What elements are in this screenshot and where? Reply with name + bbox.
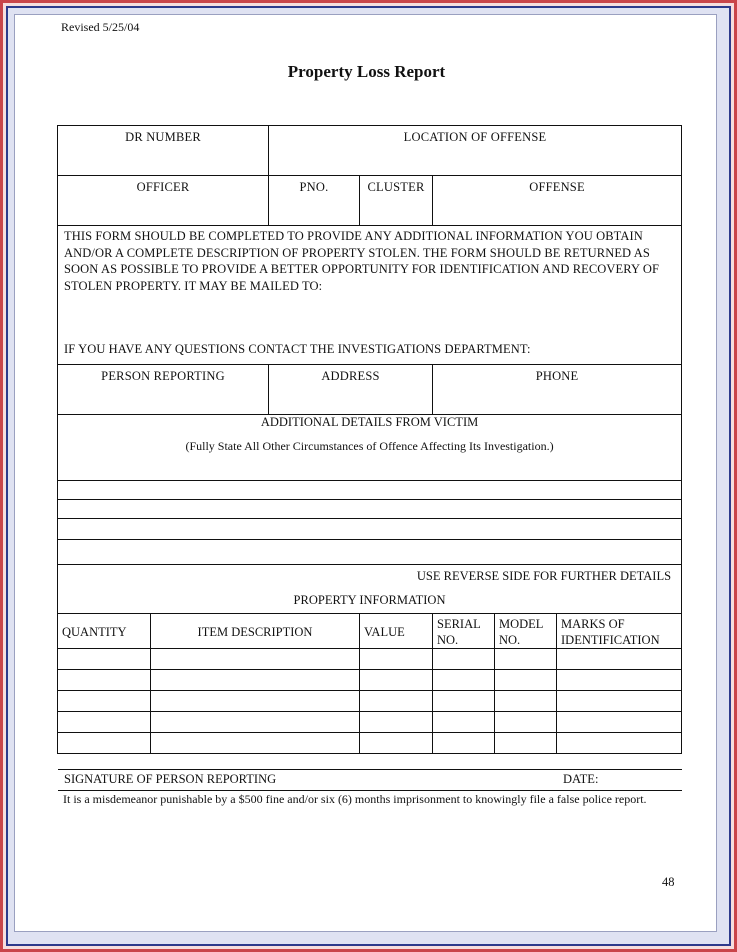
form-page bbox=[14, 14, 717, 932]
pno-label: PNO. bbox=[299, 180, 329, 194]
details-title: ADDITIONAL DETAILS FROM VICTIM bbox=[260, 415, 479, 429]
cell[interactable] bbox=[433, 691, 495, 712]
cell[interactable] bbox=[557, 670, 682, 691]
phone-field[interactable] bbox=[433, 365, 682, 415]
signature-label: SIGNATURE OF PERSON REPORTING bbox=[64, 772, 277, 786]
cell[interactable] bbox=[495, 649, 557, 670]
cell[interactable] bbox=[58, 712, 151, 733]
cluster-label: CLUSTER bbox=[367, 180, 425, 194]
table-row bbox=[58, 733, 682, 754]
signature-section bbox=[58, 769, 682, 791]
col-value: VALUE bbox=[360, 614, 433, 649]
cell[interactable] bbox=[58, 733, 151, 754]
col-model-no: MODEL NO. bbox=[495, 614, 557, 649]
dr-number-label: DR NUMBER bbox=[125, 130, 201, 144]
cell[interactable] bbox=[433, 649, 495, 670]
table-row bbox=[58, 691, 682, 712]
cell[interactable] bbox=[495, 670, 557, 691]
reverse-and-property-header bbox=[58, 565, 682, 614]
page-title: Property Loss Report bbox=[287, 62, 446, 81]
page-number: 48 bbox=[662, 875, 675, 889]
location-label: LOCATION OF OFFENSE bbox=[403, 130, 547, 144]
cell[interactable] bbox=[360, 712, 433, 733]
cell[interactable] bbox=[360, 670, 433, 691]
table-row bbox=[58, 670, 682, 691]
location-field[interactable] bbox=[269, 126, 682, 176]
cell[interactable] bbox=[151, 691, 360, 712]
cell[interactable] bbox=[495, 733, 557, 754]
col-marks: MARKS OF IDENTIFICATION bbox=[557, 614, 682, 649]
col-serial-no: SERIAL NO. bbox=[433, 614, 495, 649]
cell[interactable] bbox=[557, 691, 682, 712]
false-report-warning: It is a misdemeanor punishable by a $500 fine and/or six (6) months imprisonment to knowingly file a false police report. bbox=[63, 792, 647, 806]
officer-label: OFFICER bbox=[136, 180, 190, 194]
address-field[interactable] bbox=[269, 365, 433, 415]
cell[interactable] bbox=[360, 649, 433, 670]
table-row bbox=[58, 649, 682, 670]
cell[interactable] bbox=[433, 670, 495, 691]
cell[interactable] bbox=[557, 712, 682, 733]
cell[interactable] bbox=[433, 712, 495, 733]
col-quantity: QUANTITY bbox=[58, 614, 151, 649]
details-line[interactable] bbox=[58, 500, 682, 519]
instructions-block bbox=[58, 226, 682, 365]
cluster-field[interactable] bbox=[360, 176, 433, 226]
cell[interactable] bbox=[495, 712, 557, 733]
cell[interactable] bbox=[58, 670, 151, 691]
cell[interactable] bbox=[557, 649, 682, 670]
signature-line[interactable] bbox=[58, 770, 682, 791]
dr-number-field[interactable] bbox=[58, 126, 269, 176]
table-row bbox=[58, 712, 682, 733]
offense-field[interactable] bbox=[433, 176, 682, 226]
revised-date: Revised 5/25/04 bbox=[61, 20, 140, 34]
cell[interactable] bbox=[58, 649, 151, 670]
details-line[interactable] bbox=[58, 519, 682, 540]
details-line[interactable] bbox=[58, 540, 682, 565]
pno-field[interactable] bbox=[269, 176, 360, 226]
person-reporting-label: PERSON REPORTING bbox=[101, 369, 225, 383]
details-header bbox=[58, 415, 682, 481]
date-label: DATE: bbox=[563, 772, 599, 786]
officer-field[interactable] bbox=[58, 176, 269, 226]
instructions-text: THIS FORM SHOULD BE COMPLETED TO PROVIDE ANY ADDITIONAL INFORMATION YOU OBTAIN AND/OR A COMPLETE DESCRIPTION OF PROPERTY STOLEN. THE FORM SHOULD BE RETURNED AS SOON AS POSSIBLE TO PROVIDE A BETTER OPPORTUNITY FOR IDENTIFICATION AND RECOVERY OF STOLEN PROPERTY. IT MAY BE MAILED TO: bbox=[64, 229, 660, 293]
cell[interactable] bbox=[557, 733, 682, 754]
phone-label: PHONE bbox=[535, 369, 579, 383]
reverse-side-note: USE REVERSE SIDE FOR FURTHER DETAILS bbox=[416, 569, 672, 583]
address-label: ADDRESS bbox=[321, 369, 380, 383]
cell[interactable] bbox=[360, 691, 433, 712]
questions-text: IF YOU HAVE ANY QUESTIONS CONTACT THE INVESTIGATIONS DEPARTMENT: bbox=[64, 342, 531, 356]
property-info-title: PROPERTY INFORMATION bbox=[293, 593, 446, 607]
person-reporting-field[interactable] bbox=[58, 365, 269, 415]
cell[interactable] bbox=[151, 712, 360, 733]
cell[interactable] bbox=[151, 733, 360, 754]
details-subtitle: (Fully State All Other Circumstances of Offence Affecting Its Investigation.) bbox=[185, 439, 554, 453]
cell[interactable] bbox=[433, 733, 495, 754]
cell[interactable] bbox=[495, 691, 557, 712]
cell[interactable] bbox=[151, 649, 360, 670]
cell[interactable] bbox=[58, 691, 151, 712]
cell[interactable] bbox=[360, 733, 433, 754]
offense-label: OFFENSE bbox=[529, 180, 585, 194]
cell[interactable] bbox=[151, 670, 360, 691]
details-line[interactable] bbox=[58, 481, 682, 500]
report-form bbox=[57, 125, 682, 754]
col-item-description: ITEM DESCRIPTION bbox=[151, 614, 360, 649]
